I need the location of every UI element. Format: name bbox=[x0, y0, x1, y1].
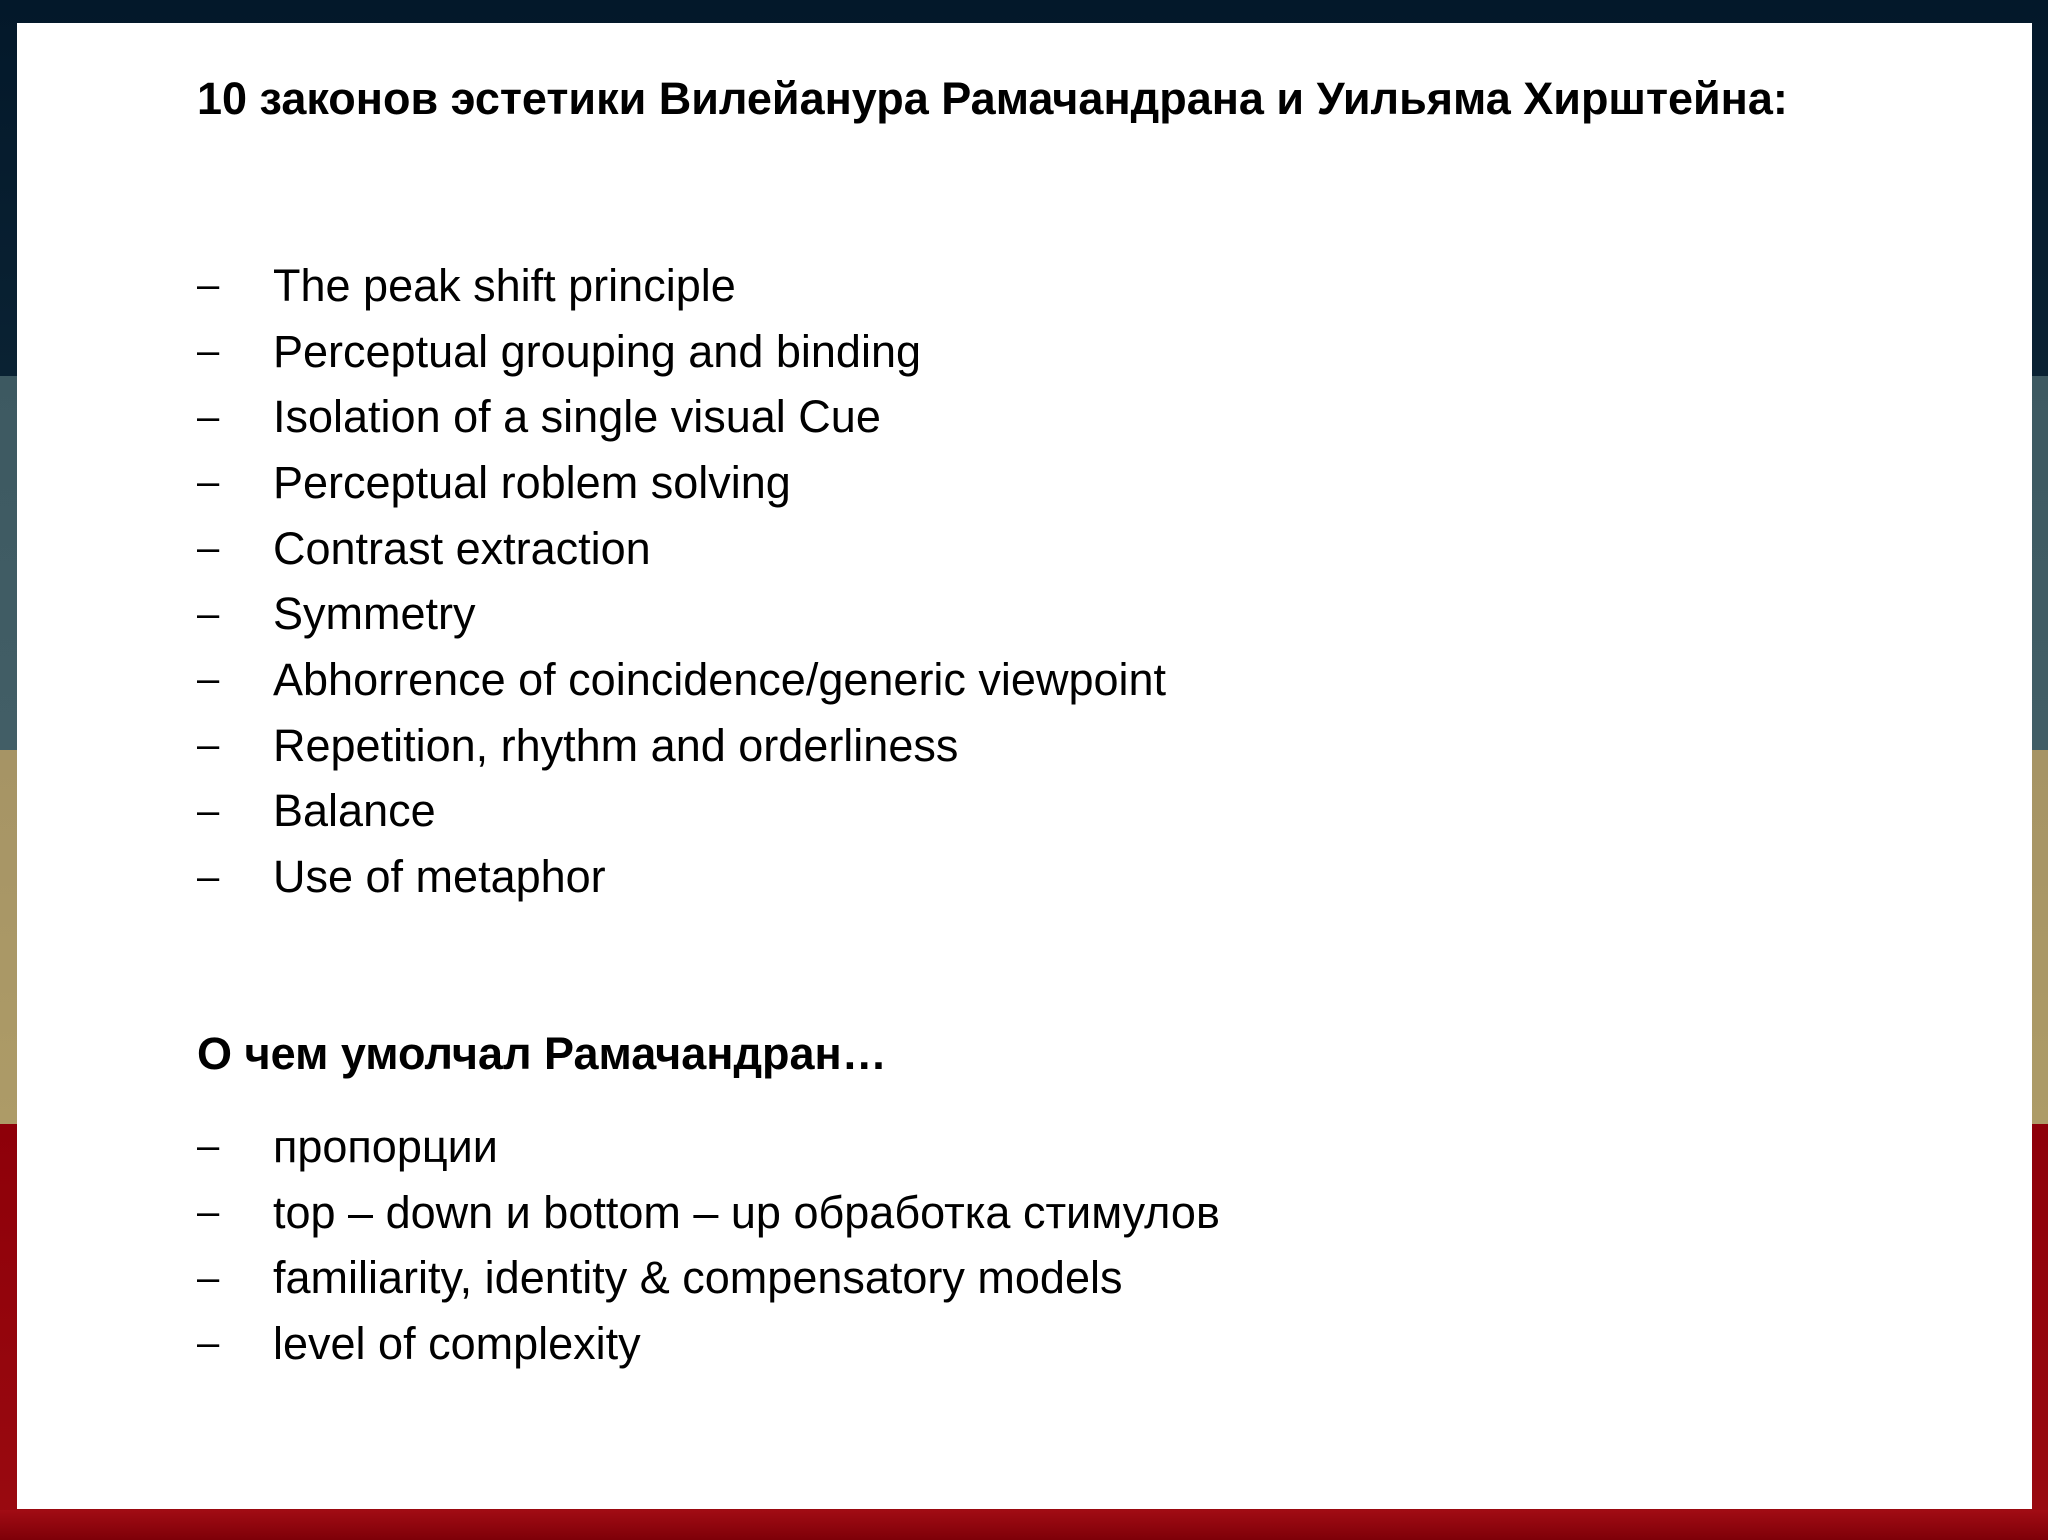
bullet-dash: – bbox=[197, 263, 220, 308]
list-item-text: The peak shift principle bbox=[273, 259, 736, 311]
bullet-dash: – bbox=[197, 329, 220, 374]
section-subtitle: О чем умолчал Рамачандран… bbox=[197, 1028, 887, 1079]
list-item bbox=[197, 1245, 1220, 1311]
bullet-dash: – bbox=[197, 788, 220, 833]
list-item bbox=[197, 384, 1166, 450]
list-item-text: level of complexity bbox=[273, 1317, 641, 1369]
list-item-text: Isolation of a single visual Cue bbox=[273, 391, 881, 443]
omitted-topics-list bbox=[197, 1114, 1220, 1377]
list-item bbox=[197, 319, 1166, 385]
list-item bbox=[197, 1311, 1220, 1377]
list-item-text: Perceptual grouping and binding bbox=[273, 325, 921, 377]
list-item bbox=[197, 450, 1166, 516]
bullet-dash: – bbox=[197, 591, 220, 636]
list-item-text: top – down и bottom – up обработка стимулов bbox=[273, 1186, 1220, 1238]
list-item bbox=[197, 253, 1166, 319]
list-item-text: Contrast extraction bbox=[273, 522, 651, 574]
bullet-dash: – bbox=[197, 526, 220, 571]
bullet-dash: – bbox=[197, 460, 220, 505]
list-item bbox=[197, 779, 1166, 845]
list-item bbox=[197, 713, 1166, 779]
aesthetic-laws-list bbox=[197, 253, 1166, 910]
bullet-dash: – bbox=[197, 1255, 220, 1300]
bullet-dash: – bbox=[197, 657, 220, 702]
list-item bbox=[197, 647, 1166, 713]
list-item-text: Perceptual roblem solving bbox=[273, 456, 791, 508]
bullet-dash: – bbox=[197, 1321, 220, 1366]
list-item-text: Repetition, rhythm and orderliness bbox=[273, 719, 959, 771]
bottom-accent-bar bbox=[0, 1510, 2048, 1540]
list-item bbox=[197, 1114, 1220, 1180]
list-item bbox=[197, 516, 1166, 582]
list-item-text: пропорции bbox=[273, 1120, 498, 1172]
list-item bbox=[197, 1180, 1220, 1246]
list-item-text: Symmetry bbox=[273, 588, 476, 640]
list-item bbox=[197, 844, 1166, 910]
list-item bbox=[197, 581, 1166, 647]
list-item-text: Abhorrence of coincidence/generic viewpoint bbox=[273, 653, 1167, 705]
list-item-text: Use of metaphor bbox=[273, 851, 606, 903]
bullet-dash: – bbox=[197, 854, 220, 899]
slide-canvas bbox=[17, 23, 2032, 1509]
bullet-dash: – bbox=[197, 394, 220, 439]
list-item-text: Balance bbox=[273, 785, 436, 837]
bullet-dash: – bbox=[197, 1190, 220, 1235]
bullet-dash: – bbox=[197, 723, 220, 768]
slide-title: 10 законов эстетики Вилейанура Рамачандрана и Уильяма Хирштейна: bbox=[197, 73, 1788, 124]
list-item-text: familiarity, identity & compensatory models bbox=[273, 1252, 1123, 1304]
bullet-dash: – bbox=[197, 1124, 220, 1169]
